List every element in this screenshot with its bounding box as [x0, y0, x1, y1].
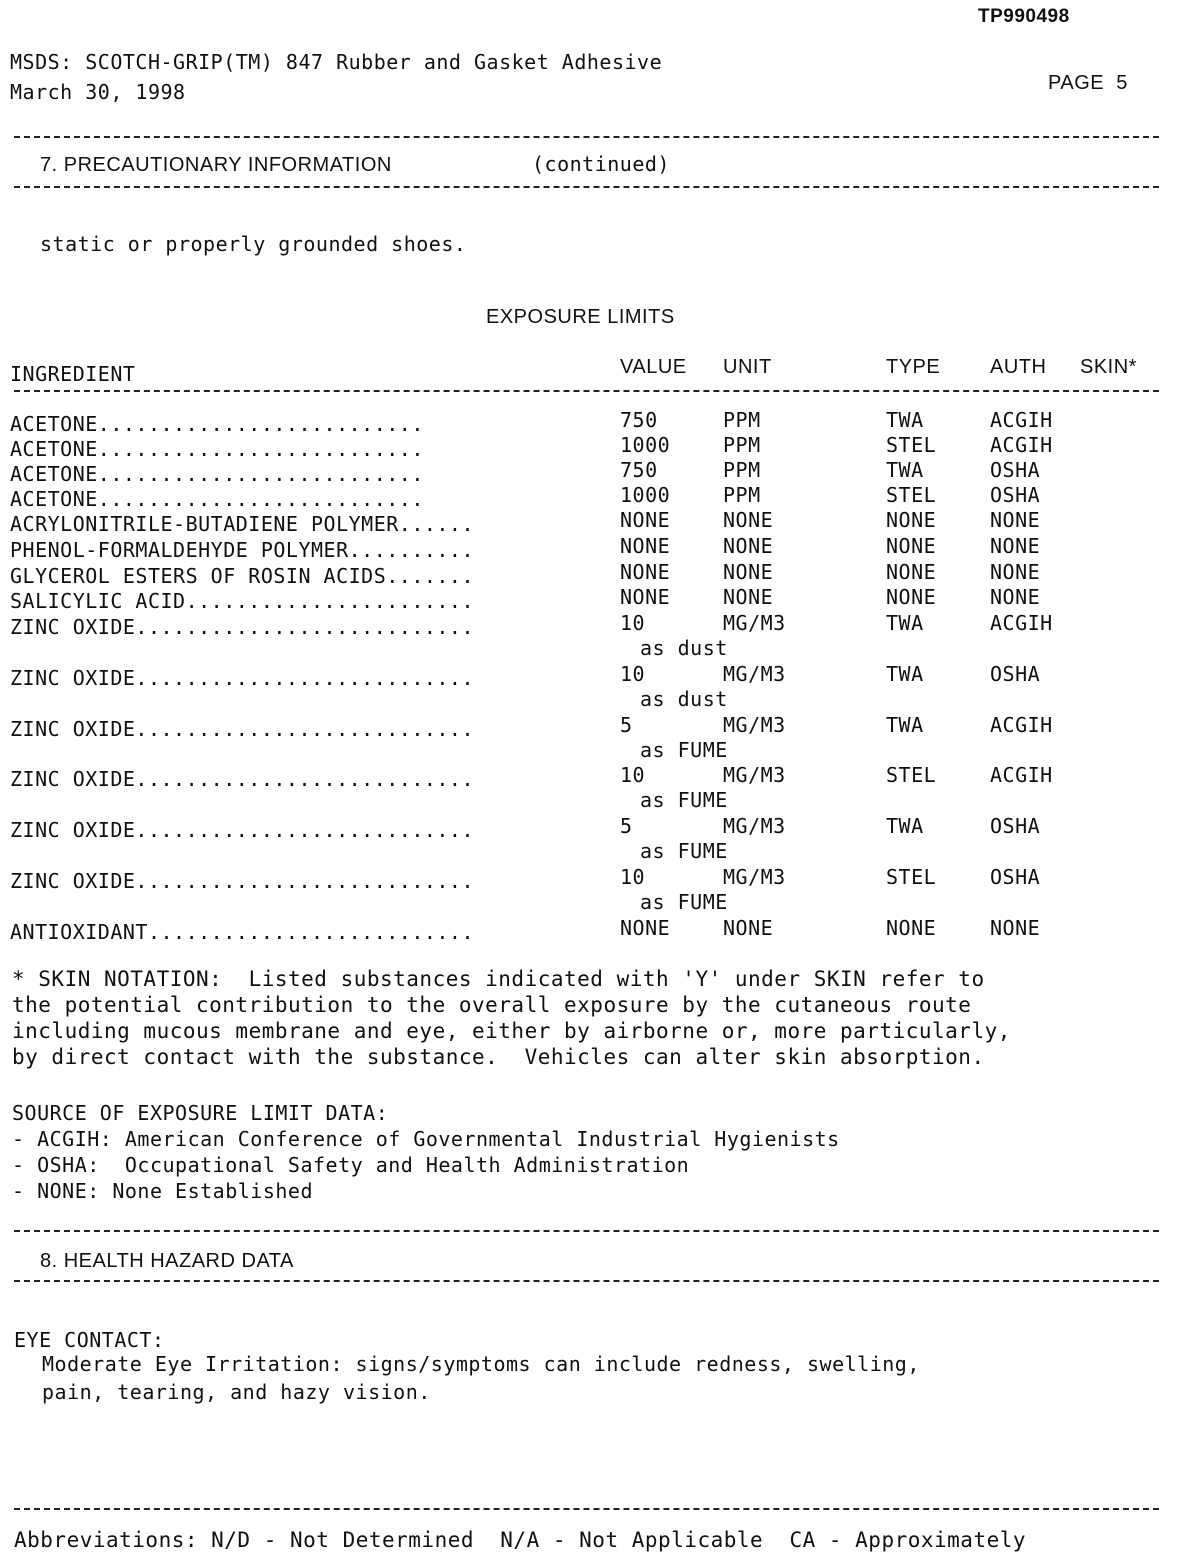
type-cell: TWA [886, 662, 924, 686]
type-cell: STEL [886, 433, 937, 457]
auth-cell: OSHA [990, 458, 1041, 482]
type-cell: TWA [886, 713, 924, 737]
unit-cell: MG/M3 [723, 814, 786, 838]
unit-cell: NONE [723, 560, 774, 584]
value-cell: NONE [620, 585, 671, 609]
ingredient-cell: ZINC OXIDE........................... [10, 666, 475, 690]
abbreviations-footer: Abbreviations: N/D - Not Determined N/A - Not Applicable CA - Approximately [14, 1528, 1027, 1552]
document-id: TP990498 [978, 6, 1070, 27]
ingredient-cell: ANTIOXIDANT.......................... [10, 920, 475, 944]
header-value: VALUE [620, 356, 687, 378]
unit-cell: MG/M3 [723, 662, 786, 686]
row-note: as FUME [640, 788, 728, 812]
type-cell: STEL [886, 483, 937, 507]
ingredient-cell: ACRYLONITRILE-BUTADIENE POLYMER...... [10, 512, 475, 536]
auth-cell: ACGIH [990, 408, 1053, 432]
type-cell: TWA [886, 814, 924, 838]
section7-heading: 7. PRECAUTIONARY INFORMATION [40, 154, 392, 176]
unit-cell: MG/M3 [723, 763, 786, 787]
exposure-table-header [10, 356, 1170, 386]
value-cell: NONE [620, 508, 671, 532]
table-row [10, 534, 1170, 560]
auth-cell: OSHA [990, 662, 1041, 686]
value-cell: 10 [620, 662, 646, 686]
type-cell: NONE [886, 916, 937, 940]
page-number: PAGE 5 [1048, 72, 1128, 94]
auth-cell: NONE [990, 585, 1041, 609]
ingredient-cell: ACETONE.......................... [10, 412, 424, 436]
footer-divider [14, 1508, 1159, 1510]
auth-cell: ACGIH [990, 763, 1053, 787]
table-row [10, 508, 1170, 534]
value-cell: 5 [620, 814, 633, 838]
header-skin: SKIN* [1080, 356, 1137, 378]
unit-cell: PPM [723, 458, 761, 482]
value-cell: NONE [620, 534, 671, 558]
row-note: as dust [640, 687, 728, 711]
section-divider [14, 136, 1159, 138]
sources-block [12, 1100, 840, 1204]
unit-cell: PPM [723, 408, 761, 432]
section-divider [14, 1230, 1159, 1232]
auth-cell: OSHA [990, 483, 1041, 507]
row-note: as FUME [640, 839, 728, 863]
header-type: TYPE [886, 356, 941, 378]
section7-continued: (continued) [532, 152, 670, 176]
eye-contact-text [42, 1350, 920, 1406]
type-cell: NONE [886, 534, 937, 558]
skin-notation-line: the potential contribution to the overall exposure by the cutaneous route [12, 993, 972, 1017]
ingredient-cell: GLYCEROL ESTERS OF ROSIN ACIDS....... [10, 564, 475, 588]
section8-heading: 8. HEALTH HAZARD DATA [40, 1250, 294, 1272]
table-row [10, 763, 1170, 789]
skin-notation [12, 966, 1011, 1070]
eye-contact-label: EYE CONTACT: [14, 1328, 165, 1352]
ingredient-cell: ZINC OXIDE........................... [10, 818, 475, 842]
exposure-limits-title: EXPOSURE LIMITS [486, 306, 675, 328]
auth-cell: OSHA [990, 814, 1041, 838]
unit-cell: PPM [723, 433, 761, 457]
table-row [10, 585, 1170, 611]
section-divider [14, 186, 1159, 188]
skin-notation-line: including mucous membrane and eye, either by airborne or, more particularly, [12, 1019, 1011, 1043]
ingredient-cell: ZINC OXIDE........................... [10, 615, 475, 639]
header-unit: UNIT [723, 356, 772, 378]
header-ingredient: INGREDIENT [10, 362, 136, 386]
table-row [10, 408, 1170, 434]
value-cell: NONE [620, 560, 671, 584]
skin-notation-line: * SKIN NOTATION: Listed substances indicated with 'Y' under SKIN refer to [12, 967, 985, 991]
value-cell: 10 [620, 611, 646, 635]
value-cell: 1000 [620, 433, 671, 457]
table-row [10, 611, 1170, 637]
ingredient-cell: ACETONE.......................... [10, 462, 424, 486]
value-cell: 750 [620, 408, 658, 432]
value-cell: 10 [620, 865, 646, 889]
ingredient-cell: SALICYLIC ACID....................... [10, 589, 475, 613]
table-row [10, 433, 1170, 459]
sources-title: SOURCE OF EXPOSURE LIMIT DATA: [12, 1101, 389, 1125]
section7-text: static or properly grounded shoes. [40, 232, 467, 256]
header-auth: AUTH [990, 356, 1047, 378]
unit-cell: MG/M3 [723, 713, 786, 737]
auth-cell: ACGIH [990, 713, 1053, 737]
unit-cell: NONE [723, 508, 774, 532]
auth-cell: ACGIH [990, 433, 1053, 457]
table-row [10, 713, 1170, 739]
unit-cell: MG/M3 [723, 865, 786, 889]
type-cell: STEL [886, 763, 937, 787]
type-cell: NONE [886, 560, 937, 584]
ingredient-cell: PHENOL-FORMALDEHYDE POLYMER.......... [10, 538, 475, 562]
skin-notation-line: by direct contact with the substance. Vehicles can alter skin absorption. [12, 1045, 985, 1069]
table-row [10, 662, 1170, 688]
table-row [10, 814, 1170, 840]
value-cell: 5 [620, 713, 633, 737]
table-row [10, 483, 1170, 509]
msds-title: MSDS: SCOTCH-GRIP(TM) 847 Rubber and Gasket Adhesive [10, 50, 663, 74]
unit-cell: MG/M3 [723, 611, 786, 635]
ingredient-cell: ACETONE.......................... [10, 437, 424, 461]
type-cell: NONE [886, 585, 937, 609]
unit-cell: PPM [723, 483, 761, 507]
auth-cell: OSHA [990, 865, 1041, 889]
document-date: March 30, 1998 [10, 80, 186, 104]
type-cell: TWA [886, 611, 924, 635]
row-note: as FUME [640, 738, 728, 762]
table-row [10, 458, 1170, 484]
unit-cell: NONE [723, 534, 774, 558]
type-cell: STEL [886, 865, 937, 889]
table-row [10, 560, 1170, 586]
row-note: as FUME [640, 890, 728, 914]
table-row [10, 865, 1170, 891]
table-row [10, 916, 1170, 942]
section-divider [14, 1280, 1159, 1282]
auth-cell: NONE [990, 508, 1041, 532]
source-item: - OSHA: Occupational Safety and Health Administration [12, 1153, 690, 1177]
type-cell: NONE [886, 508, 937, 532]
auth-cell: ACGIH [990, 611, 1053, 635]
ingredient-cell: ZINC OXIDE........................... [10, 717, 475, 741]
table-divider [14, 390, 1159, 392]
ingredient-cell: ZINC OXIDE........................... [10, 767, 475, 791]
ingredient-cell: ACETONE.......................... [10, 487, 424, 511]
source-item: - ACGIH: American Conference of Governmental Industrial Hygienists [12, 1127, 840, 1151]
unit-cell: NONE [723, 585, 774, 609]
eye-contact-line: pain, tearing, and hazy vision. [42, 1380, 431, 1404]
auth-cell: NONE [990, 560, 1041, 584]
value-cell: 10 [620, 763, 646, 787]
value-cell: 750 [620, 458, 658, 482]
eye-contact-line: Moderate Eye Irritation: signs/symptoms can include redness, swelling, [42, 1352, 920, 1376]
auth-cell: NONE [990, 534, 1041, 558]
value-cell: NONE [620, 916, 671, 940]
type-cell: TWA [886, 458, 924, 482]
ingredient-cell: ZINC OXIDE........................... [10, 869, 475, 893]
value-cell: 1000 [620, 483, 671, 507]
unit-cell: NONE [723, 916, 774, 940]
type-cell: TWA [886, 408, 924, 432]
row-note: as dust [640, 636, 728, 660]
auth-cell: NONE [990, 916, 1041, 940]
source-item: - NONE: None Established [12, 1179, 313, 1203]
